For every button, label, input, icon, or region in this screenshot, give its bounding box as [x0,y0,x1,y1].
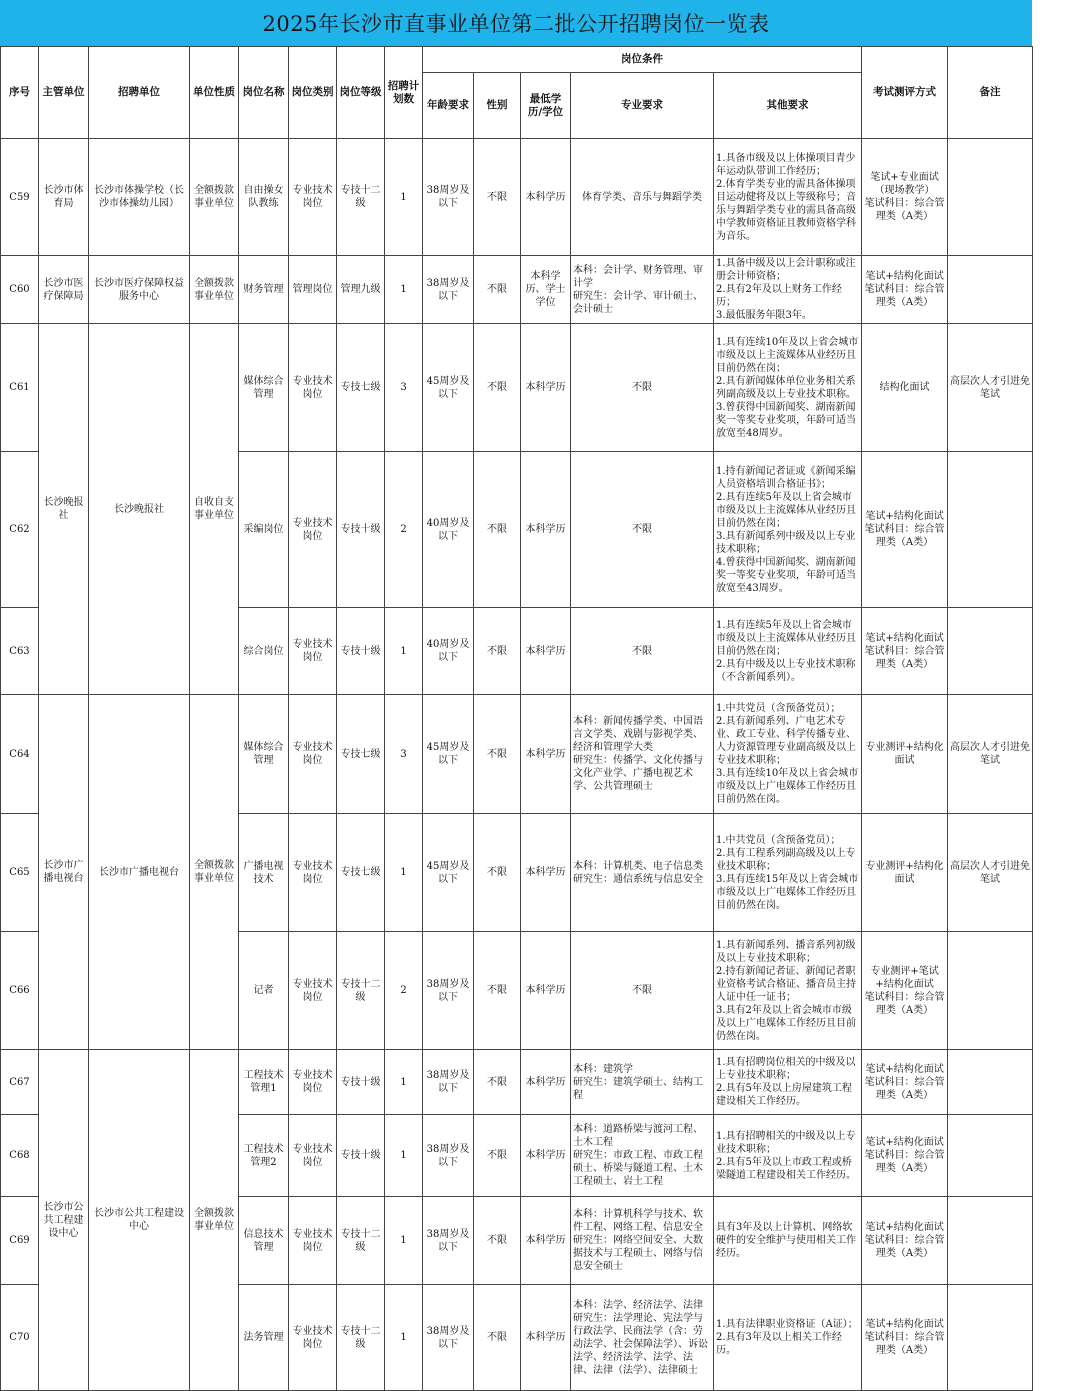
cell-plan: 1 [385,1115,423,1197]
cell-note [948,139,1033,256]
cell-id: C62 [1,452,39,608]
cell-major: 不限 [571,324,714,452]
cell-plan: 1 [385,1050,423,1115]
table-row [1,695,1033,814]
cell-id: C70 [1,1285,39,1391]
cell-other: 1.中共党员（含预备党员）； 2.具有新闻系列、广电艺术专业、政工专业、科学传播专业、人力资源管理专业副高级及以上专业技术职称； 3.具有连续10年及以上省会城市市级及以上广电媒体工作经历且目前仍然在岗。 [714,695,862,814]
cell-edu: 本科学历 [521,1050,571,1115]
cell-note: 高层次人才引进免笔试 [948,324,1033,452]
cell-major: 不限 [571,452,714,608]
cell-dept: 长沙市公共工程建设中心 [39,1050,89,1391]
cell-level: 专技十二级 [337,139,385,256]
cell-plan: 1 [385,1197,423,1285]
cell-post: 广播电视技术 [239,814,289,932]
cell-age: 38周岁及以下 [423,1285,474,1391]
cell-other: 1.具有新闻系列、播音系列初级及以上专业技术职称； 2.持有新闻记者证、新闻记者职业资格考试合格证、播音员主持人证中任一证书； 3.具有2年及以上省会城市市级及以上广电媒体工作经历且目前仍然在岗。 [714,932,862,1050]
cell-exam: 笔试+结构化面试 笔试科目：综合管理类（A类） [862,1285,948,1391]
cell-gender: 不限 [474,1197,521,1285]
cell-major: 本科：法学、经济法学、法律 研究生：法学理论、宪法学与行政法学、民商法学（含：劳动法学、社会保障法学）、诉讼法学、经济法学、法学、法律、法律（法学）、法律硕士 [571,1285,714,1391]
cell-gender: 不限 [474,695,521,814]
cell-post: 自由操女队教练 [239,139,289,256]
cell-other: 1.具备市级及以上体操项目青少年运动队带训工作经历； 2.体育学类专业的需具备体操项目运动健将及以上等级称号；音乐与舞蹈学类专业的需具备高级中学教师资格证且教师资格学科为音乐。 [714,139,862,256]
cell-exam: 专业测评+笔试+结构化面试 笔试科目：综合管理类（A类） [862,932,948,1050]
header-exam: 考试测评方式 [862,47,948,139]
cell-dept: 长沙市体育局 [39,139,89,256]
cell-edu: 本科学历 [521,608,571,695]
cell-edu: 本科学历 [521,1115,571,1197]
cell-category: 专业技术岗位 [289,814,337,932]
cell-other: 1.具有招聘岗位相关的中级及以上专业技术职称； 2.具有5年及以上房屋建筑工程建设相关工作经历。 [714,1050,862,1115]
cell-post: 媒体综合管理 [239,695,289,814]
cell-post: 财务管理 [239,256,289,324]
cell-post: 媒体综合管理 [239,324,289,452]
cell-category: 专业技术岗位 [289,1197,337,1285]
cell-gender: 不限 [474,814,521,932]
cell-id: C66 [1,932,39,1050]
cell-level: 专技十级 [337,608,385,695]
cell-exam: 笔试+结构化面试 笔试科目：综合管理类（A类） [862,452,948,608]
cell-level: 专技十级 [337,1050,385,1115]
header-age: 年龄要求 [423,73,474,139]
cell-category: 专业技术岗位 [289,1050,337,1115]
cell-note [948,1197,1033,1285]
right-margin [1032,0,1080,1387]
cell-level: 专技十二级 [337,1197,385,1285]
header-other: 其他要求 [714,73,862,139]
cell-plan: 1 [385,256,423,324]
cell-category: 专业技术岗位 [289,139,337,256]
cell-id: C59 [1,139,39,256]
table-row [1,324,1033,452]
cell-level: 专技七级 [337,324,385,452]
header-note: 备注 [948,47,1033,139]
cell-dept: 长沙市医疗保障局 [39,256,89,324]
cell-note [948,932,1033,1050]
cell-age: 38周岁及以下 [423,139,474,256]
cell-category: 管理岗位 [289,256,337,324]
cell-note: 高层次人才引进免笔试 [948,695,1033,814]
cell-age: 38周岁及以下 [423,1197,474,1285]
header-dept: 主管单位 [39,47,89,139]
cell-level: 专技十级 [337,1115,385,1197]
cell-age: 38周岁及以下 [423,1050,474,1115]
cell-note: 高层次人才引进免笔试 [948,814,1033,932]
cell-exam: 笔试+结构化面试 笔试科目：综合管理类（A类） [862,1115,948,1197]
header-conditions: 岗位条件 [423,47,862,73]
cell-major: 本科：会计学、财务管理、审计学 研究生：会计学、审计硕士、会计硕士 [571,256,714,324]
header-post: 岗位名称 [239,47,289,139]
cell-post: 采编岗位 [239,452,289,608]
cell-gender: 不限 [474,608,521,695]
cell-category: 专业技术岗位 [289,1115,337,1197]
cell-exam: 结构化面试 [862,324,948,452]
cell-major: 本科：计算机科学与技术、软件工程、网络工程、信息安全 研究生：网络空间安全、大数据技术与工程硕士、网络与信息安全硕士 [571,1197,714,1285]
cell-post: 信息技术管理 [239,1197,289,1285]
title-bar [0,0,1032,46]
cell-note [948,256,1033,324]
cell-age: 45周岁及以下 [423,814,474,932]
cell-edu: 本科学历 [521,452,571,608]
cell-nature: 全额拨款事业单位 [190,1050,239,1391]
header-gender: 性别 [474,73,521,139]
header-seq: 序号 [1,47,39,139]
cell-other: 1.具有连续10年及以上省会城市市级及以上主流媒体从业经历且目前仍然在岗； 2.具有新闻媒体单位业务相关系列副高级及以上专业技术职称。 3.曾获得中国新闻奖、湖南新闻奖一等奖专业奖项，年龄可适当放宽至48周岁。 [714,324,862,452]
cell-id: C61 [1,324,39,452]
cell-unit: 长沙市体操学校（长沙市体操幼儿园） [89,139,190,256]
cell-id: C67 [1,1050,39,1115]
cell-dept: 长沙市广播电视台 [39,695,89,1050]
cell-exam: 笔试+结构化面试 笔试科目：综合管理类（A类） [862,256,948,324]
header-edu: 最低学历/学位 [521,73,571,139]
cell-exam: 笔试+结构化面试 笔试科目：综合管理类（A类） [862,1197,948,1285]
cell-edu: 本科学历 [521,324,571,452]
cell-plan: 2 [385,452,423,608]
table-row [1,139,1033,256]
cell-unit: 长沙市广播电视台 [89,695,190,1050]
header-nature: 单位性质 [190,47,239,139]
cell-category: 专业技术岗位 [289,452,337,608]
cell-category: 专业技术岗位 [289,1285,337,1391]
cell-major: 本科：建筑学 研究生：建筑学硕士、结构工程 [571,1050,714,1115]
cell-post: 法务管理 [239,1285,289,1391]
cell-other: 1.具有招聘相关的中级及以上专业技术职称； 2.具有5年及以上市政工程或桥梁隧道工程建设相关工作经历。 [714,1115,862,1197]
cell-age: 38周岁及以下 [423,1115,474,1197]
cell-nature: 自收自支事业单位 [190,324,239,695]
cell-other: 1.具备中级及以上会计职称或注册会计师资格； 2.具有2年及以上财务工作经历； 3.最低服务年限3年。 [714,256,862,324]
cell-age: 40周岁及以下 [423,452,474,608]
cell-major: 不限 [571,608,714,695]
cell-id: C65 [1,814,39,932]
cell-id: C68 [1,1115,39,1197]
cell-edu: 本科学历 [521,139,571,256]
cell-plan: 1 [385,1285,423,1391]
cell-other: 具有3年及以上计算机、网络软硬件的安全维护与使用相关工作经历。 [714,1197,862,1285]
header-level: 岗位等级 [337,47,385,139]
cell-level: 专技十二级 [337,932,385,1050]
recruitment-table [0,46,1033,1391]
cell-id: C63 [1,608,39,695]
cell-post: 记者 [239,932,289,1050]
cell-other: 1.具有连续5年及以上省会城市市级及以上主流媒体从业经历且目前仍然在岗； 2.具有中级及以上专业技术职称（不含新闻系列）。 [714,608,862,695]
cell-nature: 全额拨款事业单位 [190,256,239,324]
header-unit: 招聘单位 [89,47,190,139]
cell-category: 专业技术岗位 [289,608,337,695]
cell-nature: 全额拨款事业单位 [190,139,239,256]
cell-edu: 本科学历、学士学位 [521,256,571,324]
cell-category: 专业技术岗位 [289,324,337,452]
header-major: 专业要求 [571,73,714,139]
cell-plan: 1 [385,814,423,932]
cell-gender: 不限 [474,139,521,256]
cell-plan: 2 [385,932,423,1050]
cell-edu: 本科学历 [521,932,571,1050]
cell-age: 40周岁及以下 [423,608,474,695]
cell-exam: 笔试+结构化面试 笔试科目：综合管理类（A类） [862,608,948,695]
cell-plan: 3 [385,695,423,814]
page-title: 2025年长沙市直事业单位第二批公开招聘岗位一览表 [262,12,770,36]
cell-category: 专业技术岗位 [289,932,337,1050]
cell-note [948,452,1033,608]
cell-note [948,1050,1033,1115]
cell-unit: 长沙晚报社 [89,324,190,695]
cell-dept: 长沙晚报社 [39,324,89,695]
header-plan: 招聘计划数 [385,47,423,139]
cell-level: 专技十二级 [337,1285,385,1391]
cell-major: 不限 [571,932,714,1050]
cell-edu: 本科学历 [521,695,571,814]
cell-unit: 长沙市公共工程建设中心 [89,1050,190,1391]
cell-exam: 专业测评+结构化面试 [862,695,948,814]
cell-nature: 全额拨款事业单位 [190,695,239,1050]
cell-age: 38周岁及以下 [423,932,474,1050]
cell-post: 工程技术管理1 [239,1050,289,1115]
cell-other: 1.中共党员（含预备党员）； 2.具有工程系列副高级及以上专业技术职称； 3.具有连续15年及以上省会城市市级及以上广电媒体工作经历且目前仍然在岗。 [714,814,862,932]
cell-age: 45周岁及以下 [423,695,474,814]
cell-gender: 不限 [474,324,521,452]
cell-id: C60 [1,256,39,324]
cell-plan: 3 [385,324,423,452]
cell-note [948,608,1033,695]
cell-category: 专业技术岗位 [289,695,337,814]
cell-edu: 本科学历 [521,1285,571,1391]
table-row [1,256,1033,324]
cell-other: 1.持有新闻记者证或《新闻采编人员资格培训合格证书》； 2.具有连续5年及以上省会城市市级及以上主流媒体从业经历且目前仍然在岗； 3.具有新闻系列中级及以上专业技术职称； 4.曾获得中国新闻奖、湖南新闻奖一等奖专业奖项，年龄可适当放宽至43周岁。 [714,452,862,608]
cell-gender: 不限 [474,452,521,608]
cell-id: C69 [1,1197,39,1285]
cell-note [948,1285,1033,1391]
cell-major: 体育学类、音乐与舞蹈学类 [571,139,714,256]
cell-level: 专技七级 [337,814,385,932]
cell-age: 45周岁及以下 [423,324,474,452]
cell-major: 本科：计算机类、电子信息类 研究生：通信系统与信息安全 [571,814,714,932]
cell-level: 管理九级 [337,256,385,324]
cell-exam: 笔试+专业面试（现场教学） 笔试科目：综合管理类（A类） [862,139,948,256]
table-row [1,1050,1033,1115]
cell-age: 38周岁及以下 [423,256,474,324]
cell-gender: 不限 [474,1050,521,1115]
cell-note [948,1115,1033,1197]
cell-id: C64 [1,695,39,814]
cell-major: 本科：新闻传播学类、中国语言文学类、戏剧与影视学类、经济和管理学大类 研究生：传播学、文化传播与文化产业学、广播电视艺术学、公共管理硕士 [571,695,714,814]
cell-level: 专技七级 [337,695,385,814]
cell-gender: 不限 [474,1285,521,1391]
cell-post: 工程技术管理2 [239,1115,289,1197]
cell-gender: 不限 [474,932,521,1050]
cell-gender: 不限 [474,1115,521,1197]
cell-exam: 专业测评+结构化面试 [862,814,948,932]
cell-gender: 不限 [474,256,521,324]
header-category: 岗位类别 [289,47,337,139]
cell-unit: 长沙市医疗保障权益服务中心 [89,256,190,324]
cell-plan: 1 [385,139,423,256]
cell-edu: 本科学历 [521,814,571,932]
cell-post: 综合岗位 [239,608,289,695]
cell-plan: 1 [385,608,423,695]
cell-major: 本科：道路桥梁与渡河工程、土木工程 研究生：市政工程、市政工程硕士、桥梁与隧道工程、土木工程硕士、岩土工程 [571,1115,714,1197]
cell-edu: 本科学历 [521,1197,571,1285]
cell-exam: 笔试+结构化面试 笔试科目：综合管理类（A类） [862,1050,948,1115]
cell-other: 1.具有法律职业资格证（A证）；2.具有3年及以上相关工作经历。 [714,1285,862,1391]
cell-level: 专技十级 [337,452,385,608]
